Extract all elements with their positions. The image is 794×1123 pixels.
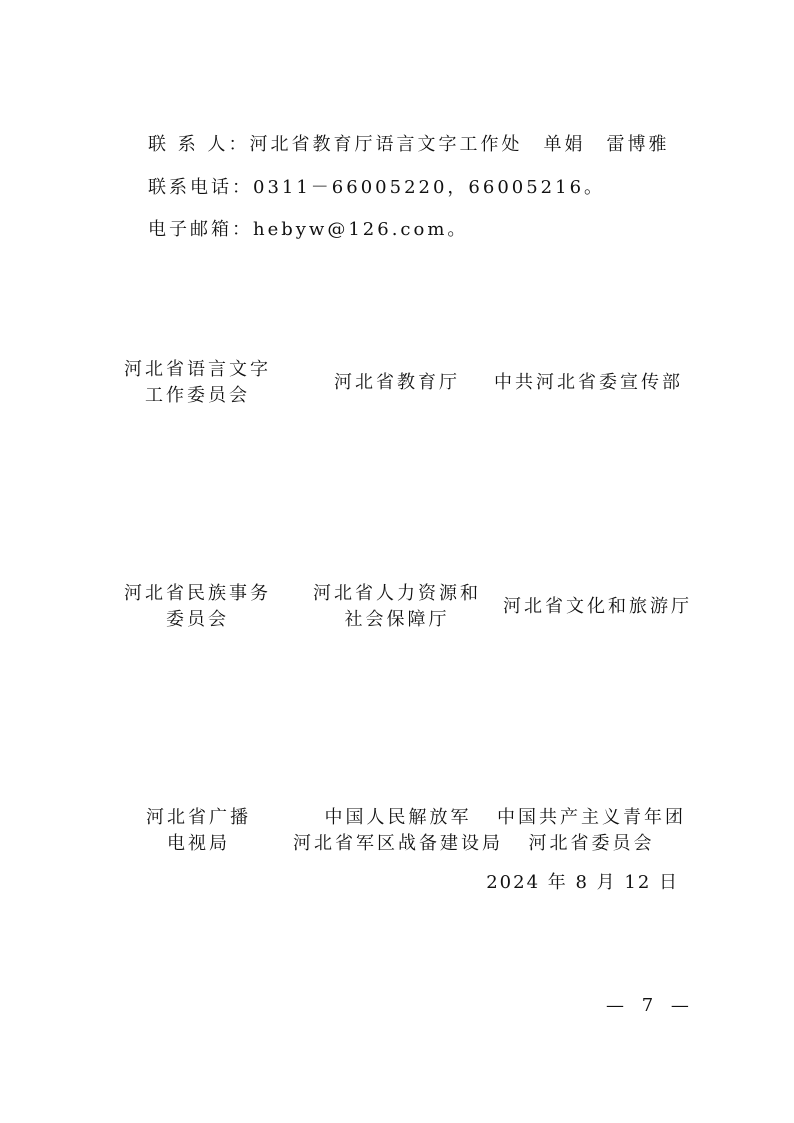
org-name-line: 社会保障厅 xyxy=(344,609,450,630)
org-culture-tourism-department xyxy=(503,594,692,620)
org-name-line: 工作委员会 xyxy=(145,385,250,406)
contact-person-line: 联 系 人：河北省教育厅语言文字工作处 单娟 雷博雅 xyxy=(148,134,670,155)
org-human-resources-department xyxy=(313,581,481,633)
org-name-line: 中共河北省委宣传部 xyxy=(494,372,683,393)
org-name-line: 河北省教育厅 xyxy=(334,372,460,393)
contact-phone-line: 联系电话：0311－66005220，66005216。 xyxy=(148,177,606,198)
org-name-line: 河北省人力资源和 xyxy=(313,583,481,604)
org-radio-tv-bureau xyxy=(146,805,251,857)
contact-email-line: 电子邮箱：hebyw@126.com。 xyxy=(148,219,469,240)
org-ethnic-affairs-committee xyxy=(124,581,271,633)
org-name-line: 河北省民族事务 xyxy=(124,583,271,604)
org-propaganda-department xyxy=(494,370,683,396)
page-number: — 7 — xyxy=(606,995,695,1016)
org-name-line: 河北省军区战备建设局 xyxy=(293,833,503,854)
org-military-readiness-bureau xyxy=(293,805,503,857)
org-language-committee xyxy=(124,357,271,409)
org-education-department xyxy=(334,370,460,396)
org-name-line: 电视局 xyxy=(167,833,230,854)
org-name-line: 河北省委员会 xyxy=(528,833,655,854)
org-name-line: 河北省广播 xyxy=(146,807,251,828)
org-name-line: 河北省文化和旅游厅 xyxy=(503,596,692,617)
issue-date: 2024 年 8 月 12 日 xyxy=(486,872,679,893)
org-name-line: 中国共产主义青年团 xyxy=(497,807,686,828)
org-youth-league-committee xyxy=(497,805,686,857)
org-name-line: 委员会 xyxy=(166,609,229,630)
org-name-line: 河北省语言文字 xyxy=(124,359,271,380)
org-name-line: 中国人民解放军 xyxy=(324,807,472,828)
